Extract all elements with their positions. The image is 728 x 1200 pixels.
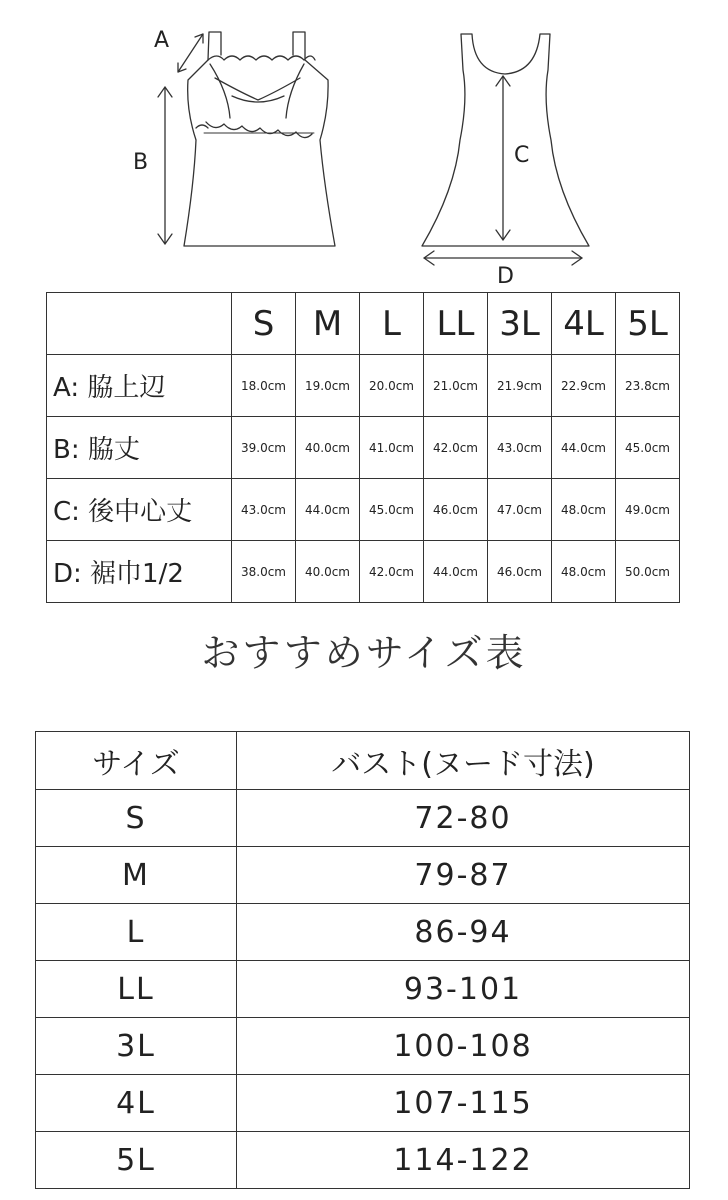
table-cell: 44.0cm bbox=[424, 541, 488, 603]
bust-cell: 86-94 bbox=[237, 904, 690, 961]
column-header: L bbox=[360, 293, 424, 355]
size-cell: S bbox=[36, 790, 237, 847]
table-cell: 46.0cm bbox=[488, 541, 552, 603]
table-cell: 41.0cm bbox=[360, 417, 424, 479]
table-cell: 44.0cm bbox=[552, 417, 616, 479]
table-cell: 50.0cm bbox=[616, 541, 680, 603]
table-cell: 23.8cm bbox=[616, 355, 680, 417]
table-cell: 44.0cm bbox=[296, 479, 360, 541]
column-header: M bbox=[296, 293, 360, 355]
column-header: S bbox=[232, 293, 296, 355]
table-row bbox=[47, 355, 680, 417]
table-row bbox=[47, 417, 680, 479]
front-view bbox=[158, 32, 335, 246]
label-a: A bbox=[154, 28, 170, 53]
table-row bbox=[36, 1132, 690, 1189]
table-cell: 39.0cm bbox=[232, 417, 296, 479]
size-measurement-table bbox=[46, 292, 680, 603]
size-cell: 5L bbox=[36, 1132, 237, 1189]
bust-cell: 107-115 bbox=[237, 1075, 690, 1132]
column-header: LL bbox=[424, 293, 488, 355]
table-cell: 18.0cm bbox=[232, 355, 296, 417]
table-cell: 48.0cm bbox=[552, 479, 616, 541]
size-cell: M bbox=[36, 847, 237, 904]
table-cell: 19.0cm bbox=[296, 355, 360, 417]
table-cell: 49.0cm bbox=[616, 479, 680, 541]
table-cell: 22.9cm bbox=[552, 355, 616, 417]
table-cell: 45.0cm bbox=[360, 479, 424, 541]
table-cell: 42.0cm bbox=[360, 541, 424, 603]
table-row bbox=[47, 541, 680, 603]
table-row bbox=[47, 479, 680, 541]
column-header: 3L bbox=[488, 293, 552, 355]
table-cell: 21.0cm bbox=[424, 355, 488, 417]
bust-cell: 72-80 bbox=[237, 790, 690, 847]
size-cell: 3L bbox=[36, 1018, 237, 1075]
back-view bbox=[422, 34, 589, 265]
table-cell: 48.0cm bbox=[552, 541, 616, 603]
bust-cell: 100-108 bbox=[237, 1018, 690, 1075]
bust-cell: 93-101 bbox=[237, 961, 690, 1018]
table-cell: 46.0cm bbox=[424, 479, 488, 541]
size-column-header: サイズ bbox=[36, 732, 237, 790]
table-cell: 45.0cm bbox=[616, 417, 680, 479]
bust-cell: 79-87 bbox=[237, 847, 690, 904]
table-cell: 38.0cm bbox=[232, 541, 296, 603]
row-label: C: 後中心丈 bbox=[47, 479, 232, 541]
table-row bbox=[36, 1075, 690, 1132]
recommended-size-table bbox=[35, 731, 690, 1189]
table-cell: 20.0cm bbox=[360, 355, 424, 417]
label-b: B bbox=[133, 150, 149, 175]
size-cell: L bbox=[36, 904, 237, 961]
table-row bbox=[36, 961, 690, 1018]
table-cell: 40.0cm bbox=[296, 541, 360, 603]
column-header: 4L bbox=[552, 293, 616, 355]
table-row bbox=[36, 904, 690, 961]
table-cell: 40.0cm bbox=[296, 417, 360, 479]
bust-cell: 114-122 bbox=[237, 1132, 690, 1189]
table-row bbox=[36, 847, 690, 904]
size-cell: LL bbox=[36, 961, 237, 1018]
table-cell: 21.9cm bbox=[488, 355, 552, 417]
recommended-size-title: おすすめサイズ表 bbox=[201, 631, 527, 675]
table-cell: 42.0cm bbox=[424, 417, 488, 479]
column-header: 5L bbox=[616, 293, 680, 355]
size-cell: 4L bbox=[36, 1075, 237, 1132]
table-header-row bbox=[47, 293, 680, 355]
table-row bbox=[36, 790, 690, 847]
table-header-row bbox=[36, 732, 690, 790]
row-label: A: 脇上辺 bbox=[47, 355, 232, 417]
row-label: B: 脇丈 bbox=[47, 417, 232, 479]
label-d: D bbox=[497, 264, 514, 289]
label-c: C bbox=[514, 143, 530, 168]
garment-diagram bbox=[0, 0, 728, 290]
table-cell: 43.0cm bbox=[232, 479, 296, 541]
table-cell: 47.0cm bbox=[488, 479, 552, 541]
header-corner-cell bbox=[47, 293, 232, 355]
table-row bbox=[36, 1018, 690, 1075]
row-label: D: 裾巾1/2 bbox=[47, 541, 232, 603]
bust-column-header: バスト(ヌード寸法) bbox=[237, 732, 690, 790]
camisole-illustration bbox=[0, 0, 728, 290]
table-cell: 43.0cm bbox=[488, 417, 552, 479]
